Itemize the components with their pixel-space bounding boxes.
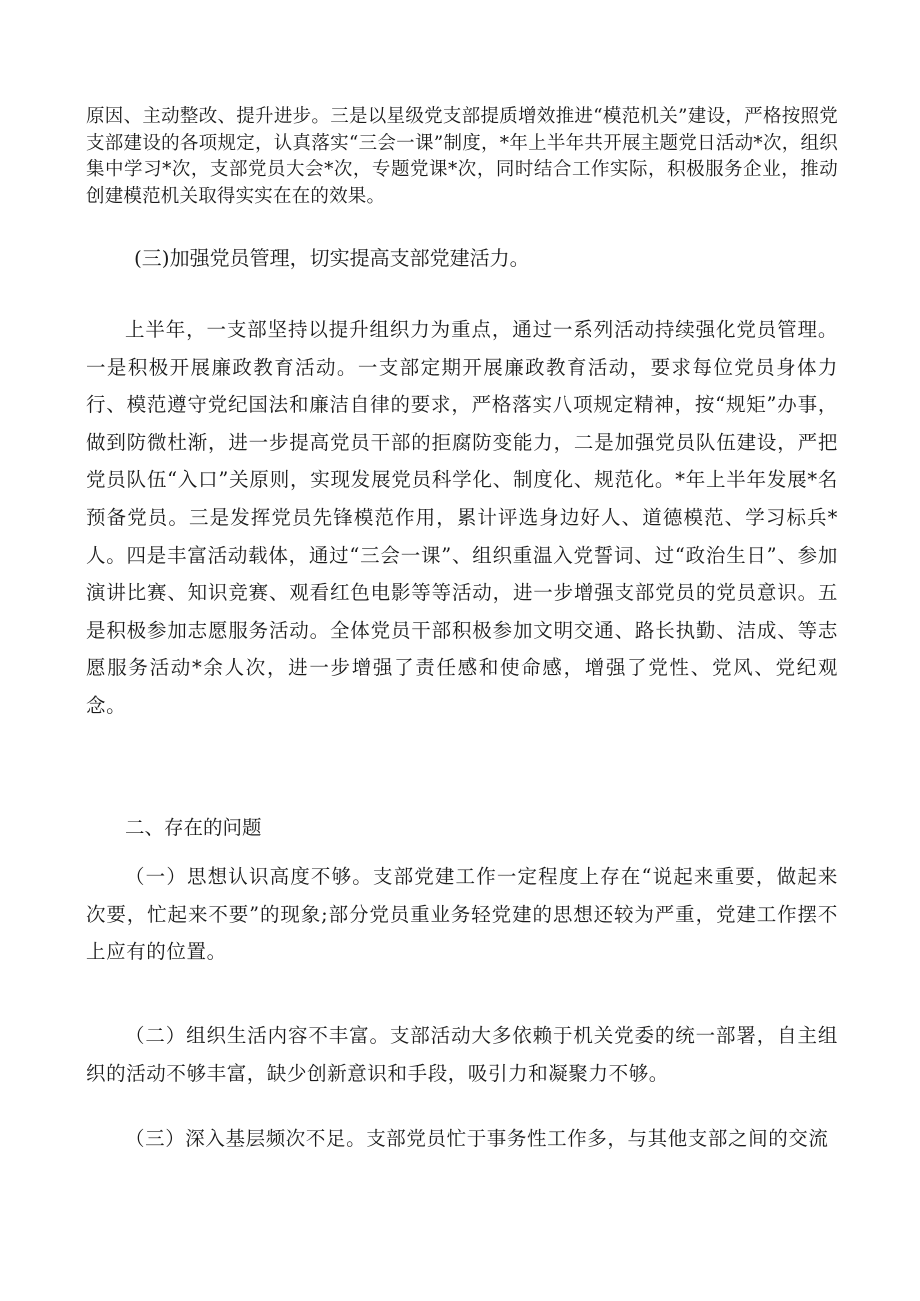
problem-one-paragraph: （一）思想认识高度不够。支部党建工作一定程度上存在“说起来重要，做起来次要，忙起来不要”的现象;部分党员重业务轻党建的思想还较为严重，党建工作摆不上应有的位置。 bbox=[86, 865, 838, 964]
section-three-body: 上半年，一支部坚持以提升组织力为重点，通过一系列活动持续强化党员管理。一是积极开展廉政教育活动。一支部定期开展廉政教育活动，要求每位党员身体力行、模范遵守党纪国法和廉洁自律的要求，严格落实八项规定精神，按“规矩”办事，做到防微杜渐，进一步提高党员干部的拒腐防变能力，二是加强党员队伍建设，严把党员队伍“入口”关原则，实现发展党员科学化、制度化、规范化。*年上半年发展*名预备党员。三是发挥党员先锋模范作用，累计评选身边好人、道德模范、学习标兵*人。四是丰富活动载体，通过“三会一课”、组织重温入党誓词、过“政治生日”、参加演讲比赛、知识竞赛、观看红色电影等等活动，进一步增强支部党员的党员意识。五是积极参加志愿服务活动。全体党员干部积极参加文明交通、路长执勤、洁成、等志愿服务活动*余人次，进一步增强了责任感和使命感，增强了党性、党风、党纪观念。 bbox=[86, 318, 838, 717]
part-two-title: 二、存在的问题 bbox=[125, 816, 262, 839]
problem-three-paragraph: （三）深入基层频次不足。支部党员忙于事务性工作多，与其他支部之间的交流 bbox=[125, 1127, 829, 1150]
continuation-paragraph: 原因、主动整改、提升进步。三是以星级党支部提质增效推进“模范机关”建设，严格按照党支部建设的各项规定，认真落实“三会一课”制度，*年上半年共开展主题党日活动*次，组织集中学习*次，支部党员大会*次，专题党课*次，同时结合工作实际，积极服务企业，推动创建模范机关取得实实在在的效果。 bbox=[86, 106, 838, 207]
section-three-heading: (三)加强党员管理，切实提高支部党建活力。 bbox=[134, 246, 530, 270]
problem-two-paragraph: （二）组织生活内容不丰富。支部活动大多依赖于机关党委的统一部署，自主组织的活动不够丰富，缺少创新意识和手段，吸引力和凝聚力不够。 bbox=[86, 1024, 838, 1085]
